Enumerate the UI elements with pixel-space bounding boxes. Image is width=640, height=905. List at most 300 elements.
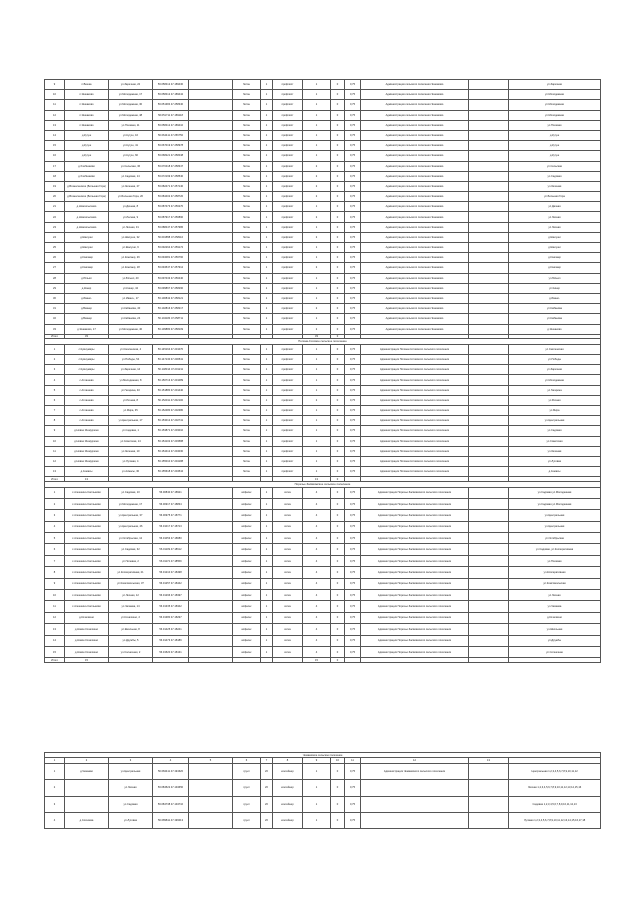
- coordinates-cell: 56.151880 47.201440: [153, 385, 189, 395]
- containers-cell: 1: [303, 90, 331, 100]
- planned-cell: 0: [331, 324, 345, 334]
- section-title: Чемаевское сельское поселение: [45, 753, 601, 758]
- served-addresses-cell: д.Кочалкино: [509, 612, 601, 623]
- row-number-cell: 2: [45, 498, 65, 509]
- owner-cell: Администрация Поречье Засвияжского сельского поселения: [361, 601, 469, 612]
- planned-cell: 0: [331, 498, 345, 509]
- containers-table: [44, 79, 601, 663]
- owner-cell: Администрация Поляна-Сотовского сельского поселения: [361, 467, 469, 477]
- volume-cell: 0,75: [345, 456, 361, 466]
- surface-cell: асфальт: [233, 498, 261, 509]
- fence-type-cell: сетка: [273, 624, 303, 635]
- served-addresses-cell: д.Шалуши: [509, 243, 601, 253]
- empty-cell: [109, 658, 153, 663]
- empty-cell: [469, 467, 509, 477]
- empty-cell: [189, 510, 233, 521]
- address-cell: ул.Заречная, 22: [109, 80, 153, 90]
- total-count-cell: 33: [65, 334, 109, 339]
- settlement-cell: с.Атлашево: [65, 406, 109, 416]
- empty-cell: [469, 90, 509, 100]
- owner-cell: Администрация сельского поселения Эшкаково: [361, 141, 469, 151]
- empty-cell: [189, 100, 233, 110]
- surface-cell: бетон: [233, 324, 261, 334]
- quantity-cell: 1: [261, 498, 273, 509]
- table-row: [45, 796, 601, 812]
- address-cell: ул.Октябрьская, 12: [109, 533, 153, 544]
- planned-cell: 0: [331, 780, 345, 796]
- settlement-cell: п.Эшкаково: [65, 100, 109, 110]
- quantity-cell: 1: [261, 385, 273, 395]
- row-number-cell: 14: [45, 130, 65, 140]
- empty-cell: [189, 780, 233, 796]
- volume-cell: 0,75: [345, 212, 361, 222]
- empty-cell: [273, 658, 303, 663]
- volume-cell: 0,75: [345, 181, 361, 191]
- settlement-cell: с.Атлашево: [65, 375, 109, 385]
- quantity-cell: 1: [261, 375, 273, 385]
- empty-cell: [469, 395, 509, 405]
- settlement-cell: п.Вешка: [65, 80, 109, 90]
- volume-cell: 0,75: [345, 533, 361, 544]
- volume-cell: 0,75: [345, 555, 361, 566]
- volume-cell: 0,75: [345, 567, 361, 578]
- volume-cell: 0,75: [345, 510, 361, 521]
- volume-cell: 0,75: [345, 544, 361, 555]
- settlement-cell: д.Эшкаково, 17: [65, 324, 109, 334]
- served-addresses-cell: Центральная 1,2,3,4,5,6,7,8,9,10,11,12: [509, 764, 601, 780]
- planned-cell: 0: [331, 385, 345, 395]
- row-number-cell: 30: [45, 293, 65, 303]
- table-row: [45, 344, 601, 354]
- owner-cell: Администрация Поречье Засвияжского сельского поселения: [361, 521, 469, 532]
- planned-cell: 0: [331, 110, 345, 120]
- fence-type-cell: сетка: [273, 567, 303, 578]
- containers-cell: 1: [303, 243, 331, 253]
- volume-cell: 0,75: [345, 304, 361, 314]
- containers-cell: 2: [303, 171, 331, 181]
- row-number-cell: 25: [45, 243, 65, 253]
- row-number-cell: 20: [45, 192, 65, 202]
- row-number-cell: 3: [45, 510, 65, 521]
- empty-cell: [189, 293, 233, 303]
- owner-cell: Администрация сельского поселения Эшкаково: [361, 192, 469, 202]
- row-number-cell: 9: [45, 426, 65, 436]
- table-row: [45, 314, 601, 324]
- empty-cell: [469, 812, 509, 828]
- surface-cell: бетон: [233, 355, 261, 365]
- address-cell: ул.Кабанова, 24: [109, 314, 153, 324]
- settlement-cell: д.Новое Ишмурзино: [65, 446, 109, 456]
- settlement-cell: д.Кинер: [65, 283, 109, 293]
- owner-cell: Администрация Поляна-Сотовского сельского поселения: [361, 344, 469, 354]
- settlement-cell: д.Кожлаер: [65, 253, 109, 263]
- surface-cell: асфальт: [233, 521, 261, 532]
- served-addresses-cell: Лесная 1,2,3,4,5,6,7,8,9,10,11,12,13,14,15,16: [509, 780, 601, 796]
- served-addresses-cell: ул.Заречная: [509, 365, 601, 375]
- empty-cell: [189, 456, 233, 466]
- planned-cell: 0: [331, 80, 345, 90]
- fence-type-cell: профлист: [273, 426, 303, 436]
- fence-type-cell: профлист: [273, 80, 303, 90]
- volume-cell: 0,75: [345, 426, 361, 436]
- fence-type-cell: сетка: [273, 510, 303, 521]
- owner-cell: Администрация Поречье Засвияжского сельского поселения: [361, 555, 469, 566]
- coordinates-cell: 56.070418 47.258347: [153, 161, 189, 171]
- containers-cell: 2: [303, 192, 331, 202]
- served-addresses-cell: ул.Комсомольская: [509, 578, 601, 589]
- owner-cell: Администрация Поляна-Сотовского сельского поселения: [361, 385, 469, 395]
- settlement-cell: с.Атлашево: [65, 385, 109, 395]
- coordinates-cell: 56.091858 47.258110: [153, 232, 189, 242]
- owner-cell: Администрация сельского поселения Эшкаково: [361, 283, 469, 293]
- address-cell: ул.Шалуши, 9: [109, 243, 153, 253]
- volume-cell: 0,75: [345, 365, 361, 375]
- served-addresses-cell: ул.Садовая ул.Молодежная: [509, 498, 601, 509]
- served-addresses-cell: ул.Лесная: [509, 590, 601, 601]
- table-row: [45, 395, 601, 405]
- table-row: [45, 635, 601, 646]
- surface-cell: бетон: [233, 416, 261, 426]
- volume-cell: 0,75: [345, 141, 361, 151]
- containers-cell: 1: [303, 283, 331, 293]
- surface-cell: грунт: [233, 780, 261, 796]
- empty-cell: [189, 344, 233, 354]
- table-row: [45, 181, 601, 191]
- table-row: [45, 375, 601, 385]
- column-number-cell: 13: [469, 758, 509, 764]
- served-addresses-cell: ул.Сельская: [509, 161, 601, 171]
- settlement-cell: с.Алешкино-Саплыково: [65, 487, 109, 498]
- row-number-cell: 17: [45, 161, 65, 171]
- empty-cell: [189, 555, 233, 566]
- table-row: [45, 141, 601, 151]
- surface-cell: бетон: [233, 181, 261, 191]
- coordinates-cell: 56.084411 47.194620: [153, 764, 189, 780]
- empty-cell: [189, 141, 233, 151]
- coordinates-cell: 56.153871 47.203010: [153, 426, 189, 436]
- empty-cell: [469, 533, 509, 544]
- address-cell: ул.Гагарина, 40: [109, 385, 153, 395]
- containers-cell: 1: [303, 344, 331, 354]
- row-number-cell: 9: [45, 80, 65, 90]
- table-row: [45, 283, 601, 293]
- containers-cell: 2: [303, 324, 331, 334]
- fence-type-cell: профлист: [273, 293, 303, 303]
- containers-cell: 2: [303, 181, 331, 191]
- volume-cell: 0,75: [345, 612, 361, 623]
- row-number-cell: 4: [45, 812, 65, 828]
- total-label-cell: Итого: [45, 334, 65, 339]
- containers-cell: 1: [303, 151, 331, 161]
- planned-cell: 0: [331, 344, 345, 354]
- empty-cell: [189, 355, 233, 365]
- fence-type-cell: профлист: [273, 385, 303, 395]
- planned-cell: 0: [331, 130, 345, 140]
- owner-cell: Администрация Поляна-Сотовского сельского поселения: [361, 456, 469, 466]
- served-addresses-cell: ул.Чапаева: [509, 601, 601, 612]
- coordinates-cell: 56.00975 47.18771: [153, 510, 189, 521]
- table-row: [45, 646, 601, 657]
- containers-cell: 1: [303, 120, 331, 130]
- coordinates-cell: 56.084738 47.194710: [153, 796, 189, 812]
- surface-cell: асфальт: [233, 544, 261, 555]
- volume-cell: 0,75: [345, 161, 361, 171]
- empty-cell: [189, 646, 233, 657]
- coordinates-cell: 56.094081 47.256760: [153, 253, 189, 263]
- table-row: [45, 324, 601, 334]
- row-number-cell: 31: [45, 304, 65, 314]
- planned-cell: 0: [331, 426, 345, 436]
- address-cell: ул.Луговая: [109, 812, 153, 828]
- table-row: [45, 521, 601, 532]
- coordinates-cell: 56.01053 47.18680: [153, 533, 189, 544]
- table-row: [45, 426, 601, 436]
- settlement-cell: д.Новое Кочалкино: [65, 624, 109, 635]
- planned-cell: 0: [331, 151, 345, 161]
- quantity-cell: 1: [261, 192, 273, 202]
- volume-cell: 0,75: [345, 90, 361, 100]
- quantity-cell: 1: [261, 141, 273, 151]
- address-cell: ул.Кугуш, 41: [109, 141, 153, 151]
- served-addresses-cell: ул.Школьная: [509, 624, 601, 635]
- volume-cell: 0,75: [345, 780, 361, 796]
- row-number-cell: 14: [45, 635, 65, 646]
- fence-type-cell: профлист: [273, 263, 303, 273]
- settlement-cell: д.Кочалкино: [65, 612, 109, 623]
- fence-type-cell: профлист: [273, 324, 303, 334]
- surface-cell: асфальт: [233, 555, 261, 566]
- volume-cell: 0,75: [345, 100, 361, 110]
- column-number-cell: 5: [189, 758, 233, 764]
- settlement-cell: п.Эшкаково: [65, 110, 109, 120]
- address-cell: ул.Большая Гора, 20: [109, 192, 153, 202]
- quantity-cell: 1: [261, 510, 273, 521]
- empty-cell: [189, 283, 233, 293]
- owner-cell: Администрация Поляна-Сотовского сельского поселения: [361, 436, 469, 446]
- containers-cell: 4: [303, 555, 331, 566]
- served-addresses-cell: Луговая 1,2,3,4,5,6,7,8,9,10,11,12,13,14,15,16,17,18: [509, 812, 601, 828]
- table-row: [45, 436, 601, 446]
- settlement-cell: с.Алешкино-Саплыково: [65, 555, 109, 566]
- address-cell: ул.Советская, 14: [109, 436, 153, 446]
- column-number-cell: 12: [361, 758, 469, 764]
- planned-cell: 0: [331, 764, 345, 780]
- empty-cell: [469, 171, 509, 181]
- coordinates-cell: 56.00840 47.18921: [153, 487, 189, 498]
- row-number-cell: 3: [45, 365, 65, 375]
- empty-cell: [189, 130, 233, 140]
- table-row: [45, 544, 601, 555]
- settlement-cell: д.Хлебниково: [65, 161, 109, 171]
- total-containers-cell: 15: [303, 658, 331, 663]
- owner-cell: Администрация Поляна-Сотовского сельского поселения: [361, 375, 469, 385]
- fence-type-cell: сетка: [273, 487, 303, 498]
- address-cell: ул.Зеленая, 27: [109, 181, 153, 191]
- address-cell: ул.Молодежная, 48: [109, 110, 153, 120]
- coordinates-cell: 56.154102 47.203588: [153, 436, 189, 446]
- volume-cell: 0,75: [345, 385, 361, 395]
- table-row: [45, 578, 601, 589]
- row-number-cell: 23: [45, 222, 65, 232]
- planned-cell: 0: [331, 487, 345, 498]
- planned-cell: 0: [331, 90, 345, 100]
- address-cell: ул.Кожлаер, 26: [109, 253, 153, 263]
- settlement-cell: с.Кукшумары: [65, 344, 109, 354]
- table-row: [45, 365, 601, 375]
- empty-cell: [469, 446, 509, 456]
- quantity-cell: 1: [261, 314, 273, 324]
- quantity-cell: 1: [261, 110, 273, 120]
- address-cell: ул.Молодежная, 8: [109, 375, 153, 385]
- owner-cell: Администрация Поляна-Сотовского сельского поселения: [361, 426, 469, 436]
- empty-cell: [469, 304, 509, 314]
- settlement-cell: д.Вазнер: [65, 314, 109, 324]
- table-row: [45, 555, 601, 566]
- quantity-cell: 1: [261, 533, 273, 544]
- settlement-cell: с.Атлашево: [65, 395, 109, 405]
- coordinates-cell: 56.145164 47.201070: [153, 344, 189, 354]
- owner-cell: Администрация сельского поселения Эшкаково: [361, 304, 469, 314]
- address-cell: ул.Лесная, 9: [109, 212, 153, 222]
- row-number-cell: 12: [45, 612, 65, 623]
- settlement-cell: д.Вознесенское (Большая Гора): [65, 192, 109, 202]
- volume-cell: 0,75: [345, 646, 361, 657]
- surface-cell: бетон: [233, 253, 261, 263]
- containers-cell: 1: [303, 293, 331, 303]
- row-number-cell: 28: [45, 273, 65, 283]
- volume-cell: 0,75: [345, 590, 361, 601]
- row-number-cell: 21: [45, 202, 65, 212]
- settlement-cell: д.Новое Кочалкино: [65, 635, 109, 646]
- served-addresses-cell: ул.Садовая, ул.Кооперативная: [509, 544, 601, 555]
- empty-cell: [189, 436, 233, 446]
- fence-type-cell: профлист: [273, 355, 303, 365]
- settlement-cell: д.Вазнер: [65, 304, 109, 314]
- planned-cell: 0: [331, 314, 345, 324]
- address-cell: ул.Зеленая, 10: [109, 446, 153, 456]
- surface-cell: бетон: [233, 161, 261, 171]
- table-row: [45, 406, 601, 416]
- address-cell: ул.Центральная: [109, 764, 153, 780]
- row-number-cell: 6: [45, 544, 65, 555]
- owner-cell: Администрация Поляна-Сотовского сельского поселения: [361, 365, 469, 375]
- empty-cell: [469, 796, 509, 812]
- coordinates-cell: 56.00917 47.18834: [153, 498, 189, 509]
- served-addresses-cell: д.Кугуш: [509, 141, 601, 151]
- surface-cell: бетон: [233, 385, 261, 395]
- served-addresses-cell: д.Шалуши: [509, 232, 601, 242]
- owner-cell: Администрация сельского поселения Эшкаково: [361, 314, 469, 324]
- empty-cell: [189, 314, 233, 324]
- row-number-cell: 5: [45, 385, 65, 395]
- empty-cell: [469, 385, 509, 395]
- row-number-cell: 33: [45, 324, 65, 334]
- empty-cell: [469, 253, 509, 263]
- owner-cell: Администрация сельского поселения Эшкаково: [361, 232, 469, 242]
- containers-cell: 4: [303, 521, 331, 532]
- empty-cell: [189, 467, 233, 477]
- volume-cell: 0,75: [345, 171, 361, 181]
- owner-cell: Администрация сельского поселения Эшкаково: [361, 130, 469, 140]
- fence-type-cell: профлист: [273, 375, 303, 385]
- volume-cell: 0,75: [345, 635, 361, 646]
- empty-cell: [469, 110, 509, 120]
- served-addresses-cell: ул.Лесная: [509, 222, 601, 232]
- address-cell: ул.Центральная, 37: [109, 510, 153, 521]
- containers-cell: 4: [303, 635, 331, 646]
- volume-cell: 0,75: [345, 314, 361, 324]
- served-addresses-cell: д.Ахмасы: [509, 467, 601, 477]
- quantity-cell: 1: [261, 304, 273, 314]
- owner-cell: [361, 812, 469, 828]
- quantity-cell: 1: [261, 365, 273, 375]
- coordinates-cell: 56.102816 47.258217: [153, 304, 189, 314]
- surface-cell: асфальт: [233, 578, 261, 589]
- coordinates-cell: 56.01520 47.18131: [153, 646, 189, 657]
- quantity-cell: 1: [261, 181, 273, 191]
- served-addresses-cell: ул.Садовая: [509, 426, 601, 436]
- settlement-cell: с.Кукшумары: [65, 355, 109, 365]
- fence-type-cell: профлист: [273, 181, 303, 191]
- containers-cell: 1: [303, 436, 331, 446]
- settlement-cell: д.Шалуши: [65, 243, 109, 253]
- address-cell: ул.Победы, 54: [109, 355, 153, 365]
- coordinates-cell: 56.01380 47.18297: [153, 612, 189, 623]
- volume-cell: 0,75: [345, 202, 361, 212]
- containers-cell: 2: [303, 161, 331, 171]
- coordinates-cell: 56.051384 47.258340: [153, 100, 189, 110]
- address-cell: ул.Молодежная, 17: [109, 498, 153, 509]
- owner-cell: Администрация Поляна-Сотовского сельского поселения: [361, 395, 469, 405]
- row-number-cell: 2: [45, 780, 65, 796]
- served-addresses-cell: ул.Лесная: [509, 212, 601, 222]
- volume-cell: 0,75: [345, 578, 361, 589]
- fence-type-cell: профлист: [273, 304, 303, 314]
- volume-cell: 0,75: [345, 151, 361, 161]
- planned-cell: 0: [331, 355, 345, 365]
- address-cell: ул.Молодежная, 30: [109, 100, 153, 110]
- served-addresses-cell: ул.Садовая ул.Молодежная: [509, 487, 601, 498]
- fence-type-cell: профлист: [273, 314, 303, 324]
- coordinates-cell: 56.01210 47.18498: [153, 567, 189, 578]
- address-cell: ул.Центральная, 17: [109, 416, 153, 426]
- served-addresses-cell: ул.Смоленская: [509, 344, 601, 354]
- planned-cell: 0: [331, 578, 345, 589]
- surface-cell: бетон: [233, 446, 261, 456]
- empty-cell: [189, 232, 233, 242]
- fence-type-cell: профлист: [273, 212, 303, 222]
- served-addresses-cell: ул.Центральная: [509, 416, 601, 426]
- coordinates-cell: 56.01172 47.18559: [153, 555, 189, 566]
- surface-cell: грунт: [233, 764, 261, 780]
- settlement-cell: с.Кукшумары: [65, 365, 109, 375]
- planned-cell: 0: [331, 446, 345, 456]
- served-addresses-cell: ул.Победы: [509, 355, 601, 365]
- row-number-cell: 10: [45, 90, 65, 100]
- row-number-cell: 13: [45, 120, 65, 130]
- coordinates-cell: 56.064411 47.256750: [153, 130, 189, 140]
- surface-cell: асфальт: [233, 567, 261, 578]
- settlement-cell: с.Атлашево: [65, 416, 109, 426]
- table-row: [45, 80, 601, 90]
- empty-cell: [469, 601, 509, 612]
- quantity-cell: 1: [261, 120, 273, 130]
- table-row: [45, 120, 601, 130]
- planned-cell: 0: [331, 253, 345, 263]
- served-addresses-cell: ул.Кабанова: [509, 304, 601, 314]
- quantity-cell: 1: [261, 293, 273, 303]
- containers-cell: 1: [303, 273, 331, 283]
